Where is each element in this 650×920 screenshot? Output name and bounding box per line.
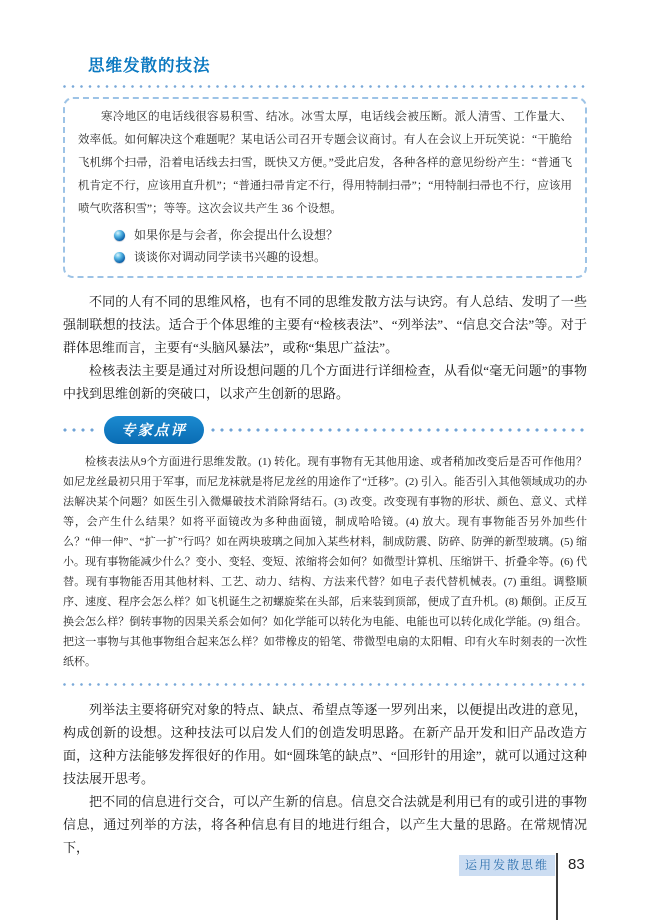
information-crossing-paragraph: 把不同的信息进行交合，可以产生新的信息。信息交合法就是利用已有的或引进的事物信息，通过列举的方法，将各种信息有目的地进行组合，以产生大量的思路。在常规情况下，	[63, 794, 587, 855]
expert-review-badge: 专家点评	[104, 416, 204, 444]
expert-review-header	[63, 416, 587, 444]
dotted-divider-right	[211, 428, 587, 432]
dotted-divider-bottom	[63, 683, 587, 686]
question-item	[114, 246, 572, 268]
question-list	[114, 224, 572, 268]
listing-method-paragraph: 列举法主要将研究对象的特点、缺点、希望点等逐一罗列出来，以便提出改进的意见，构成创新的设想。这种技法可以启发人们的创造发明思路。在新产品开发和旧产品改造方面，这种方法能够发挥很好的作用。如“圆珠笔的缺点”、“回形针的用途”，就可以通过这种技法展开思考。	[63, 702, 587, 786]
page-content	[63, 52, 587, 859]
footer-section-label: 运用发散思维	[459, 855, 555, 876]
expert-review-text: 检核表法从9个方面进行思维发散。(1) 转化。现有事物有无其他用途、或者稍加改变后是否可作他用？如尼龙丝最初只用于军事，而尼龙袜就是将尼龙丝的用途作了“迁移”。(2) 引入。能否引入其他领域成功的办法解决某个问题？如医生引入微爆破技术消除肾结石。(3) 改变。改变现有事物的形状、颜色、意义、式样等，会产生什么结果？如将平面镜改为多种曲面镜，制成哈哈镜。(4) 放大。现有事物能否另外加些什么？“伸一伸”、“扩一扩”行吗？如在两块玻璃之间加入某些材料，制成防震、防碎、防弹的新型玻璃。(5) 缩小。现有事物能减少什么？变小、变轻、变短、浓缩将会如何？如微型计算机、压缩饼干、折叠伞等。(6) 代替。现有事物能否用其他材料、工艺、动力、结构、方法来代替？如电子表代替机械表。(7) 重组。调整顺序、速度、程序会怎么样？如飞机诞生之初螺旋桨在头部，后来装到顶部，便成了直升机。(8) 颠倒。正反互换会怎么样？倒转事物的因果关系会如何？如化学能可以转化为电能、电能也可以转化成化学能。(9) 组合。把这一事物与其他事物组合起来怎么样？如带橡皮的铅笔、带微型电扇的太阳帽、印有火车时刻表的一次性纸杯。	[63, 456, 587, 668]
page-number: 83	[568, 856, 585, 873]
dotted-divider-top	[63, 85, 587, 88]
checklist-method-paragraph: 检核表法主要是通过对所设想问题的几个方面进行详细检查，从看似“毫无问题”的事物中找到思维创新的突破口，以求产生创新的思路。	[63, 363, 587, 401]
question-text: 如果你是与会者，你会提出什么设想？	[134, 228, 339, 242]
question-item	[114, 224, 572, 246]
sphere-bullet-icon	[114, 230, 125, 241]
case-study-text: 寒冷地区的电话线很容易积雪、结冰。冰雪太厚，电话线会被压断。派人清雪、工作量大、效率低。如何解决这个难题呢？某电话公司召开专题会议商讨。有人在会议上开玩笑说：“干脆给飞机绑个扫帚，沿着电话线去扫雪，既快又方便。”受此启发，各种各样的意见纷纷产生：“普通飞机肯定不行，应该用直升机”；“普通扫帚肯定不行，得用特制扫帚”；“用特制扫帚也不行，应该用喷气吹落积雪”；等等。这次会议共产生 36 个设想。	[78, 111, 572, 215]
question-text: 谈谈你对调动同学读书兴趣的设想。	[134, 250, 327, 264]
dotted-divider-left	[63, 428, 97, 432]
case-study-box	[63, 97, 587, 278]
page-title: 思维发散的技法	[88, 57, 211, 75]
sphere-bullet-icon	[114, 252, 125, 263]
intro-paragraph: 不同的人有不同的思维风格，也有不同的思维发散方法与诀窍。有人总结、发明了一些强制联想的技法。适合于个体思维的主要有“检核表法”、“列举法”、“信息交合法”等。对于群体思维而言，主要有“头脑风暴法”，或称“集思广益法”。	[63, 294, 587, 355]
footer-divider-line	[556, 853, 558, 920]
